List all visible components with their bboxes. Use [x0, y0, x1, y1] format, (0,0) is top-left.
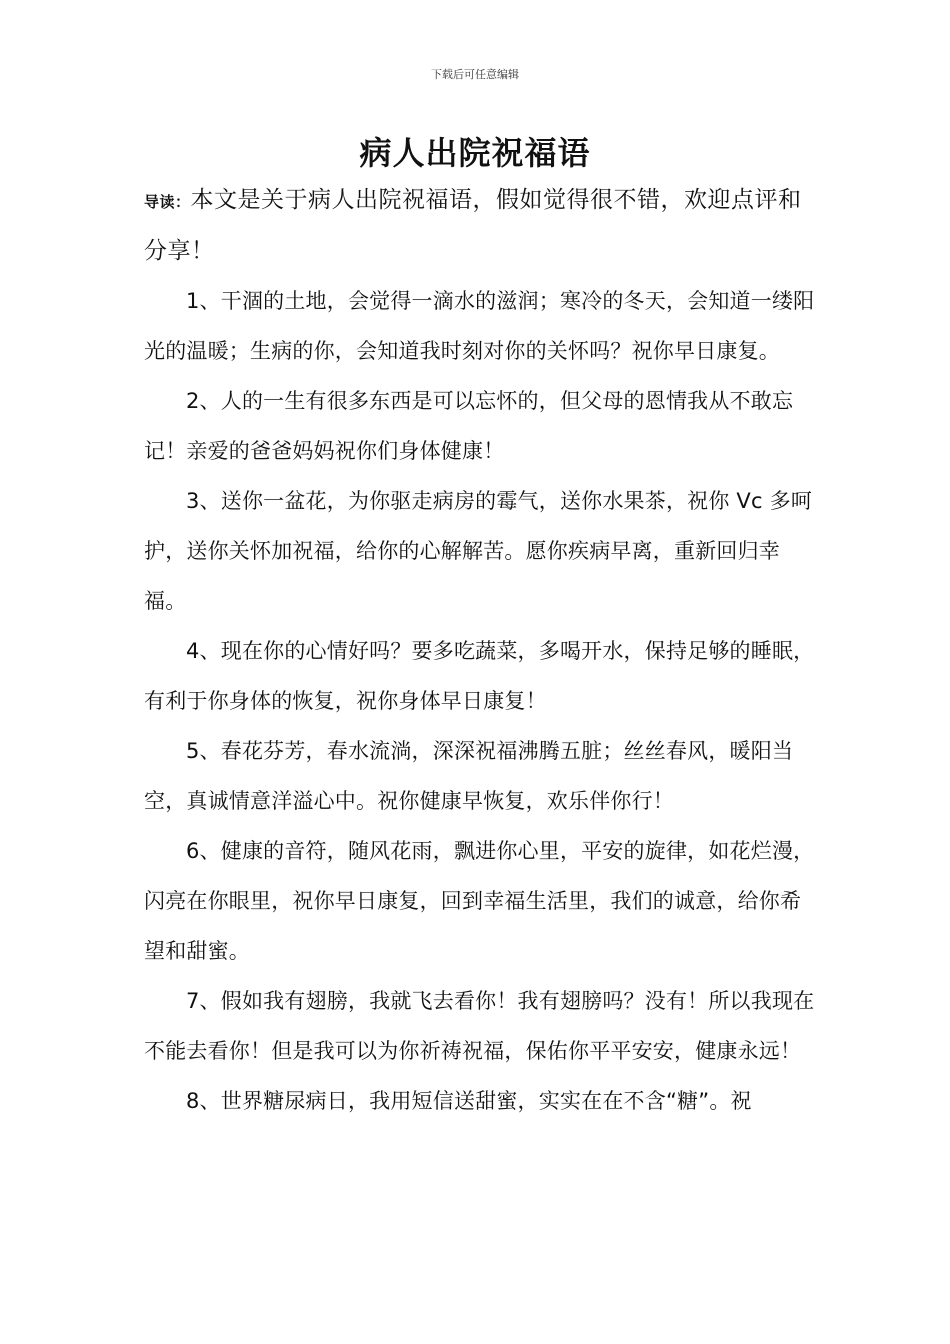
paragraph-7: 7、假如我有翅膀，我就飞去看你！我有翅膀吗？没有！所以我现在不能去看你！但是我可以为你祈祷祝福，保佑你平平安安，健康永远！ [144, 989, 815, 1063]
paragraph-2: 2、人的一生有很多东西是可以忘怀的，但父母的恩情我从不敢忘记！亲爱的爸爸妈妈祝你们身体健康！ [144, 389, 794, 463]
document-title: 病人出院祝福语 [359, 134, 591, 172]
paragraph-8: 8、世界糖尿病日，我用短信送甜蜜，实实在在不含“糖”。祝 [186, 1089, 752, 1113]
intro-paragraph [144, 176, 824, 276]
paragraph-1: 1、干涸的土地，会觉得一滴水的滋润；寒冷的冬天，会知道一缕阳光的温暖；生病的你，会知道我时刻对你的关怀吗？祝你早日康复。 [144, 289, 815, 363]
paragraph-4: 4、现在你的心情好吗？要多吃蔬菜，多喝开水，保持足够的睡眠，有利于你身体的恢复，祝你身体早日康复！ [144, 639, 815, 713]
document-body [144, 276, 820, 1126]
header-note: 下载后可任意编辑 [431, 68, 519, 81]
intro-label: 导读： [144, 193, 191, 211]
paragraph-5: 5、春花芬芳，春水流淌，深深祝福沸腾五脏；丝丝春风，暖阳当空，真诚情意洋溢心中。祝你健康早恢复，欢乐伴你行！ [144, 739, 794, 813]
paragraph-3: 3、送你一盆花，为你驱走病房的霉气，送你水果茶，祝你 Vc 多呵护，送你关怀加祝福，给你的心解解苦。愿你疾病早离，重新回归幸福。 [144, 489, 813, 613]
intro-text: 本文是关于病人出院祝福语，假如觉得很不错，欢迎点评和分享！ [144, 187, 802, 264]
paragraph-6: 6、健康的音符，随风花雨，飘进你心里，平安的旋律，如花烂漫，闪亮在你眼里，祝你早日康复，回到幸福生活里，我们的诚意，给你希望和甜蜜。 [144, 839, 815, 963]
